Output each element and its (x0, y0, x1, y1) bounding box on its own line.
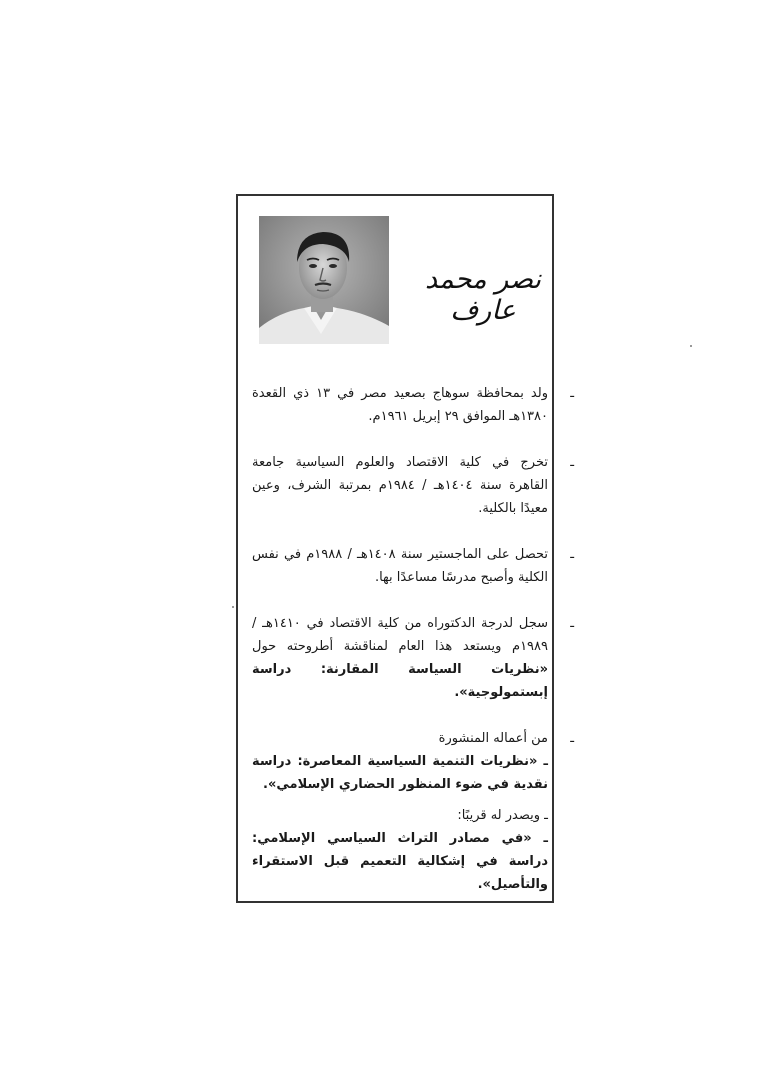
bullet-dash: ـ (570, 386, 574, 401)
scan-speck (690, 345, 692, 347)
bio-entry-text: ولد بمحافظة سوهاج بصعيد مصر في ١٣ ذي القعدة ١٣٨٠هـ الموافق ٢٩ إبريل ١٩٦١م. (252, 386, 548, 424)
scan-speck (232, 606, 234, 608)
portrait-image (259, 216, 389, 344)
bullet-dash: ـ (570, 616, 574, 631)
bio-entry-masters (252, 543, 574, 589)
works-heading: من أعماله المنشورة (438, 731, 548, 746)
bullet-dash: ـ (570, 547, 574, 562)
bio-entry-graduation (252, 451, 574, 520)
bio-list (252, 382, 574, 896)
portrait-photo (259, 216, 389, 344)
bullet-dash: ـ (570, 731, 574, 746)
bullet-dash: ـ (570, 455, 574, 470)
bio-entry-text: تحصل على الماجستير سنة ١٤٠٨هـ / ١٩٨٨م في نفس الكلية وأصبح مدرسًا مساعدًا بها. (252, 547, 548, 585)
thesis-title: «نظريات السياسة المقارنة: دراسة إبستمولوجية». (252, 662, 548, 700)
bio-entry-birth (252, 382, 574, 428)
bio-card (236, 194, 574, 903)
forthcoming-label: ـ ويصدر له قريبًا: (457, 808, 548, 823)
bio-entry-works (252, 727, 574, 896)
signature-name: نصر محمد عارف (424, 264, 542, 326)
published-work: ـ «نظريات التنمية السياسية المعاصرة: دراسة نقدية في ضوء المنظور الحضاري الإسلامي». (252, 754, 548, 792)
bio-entry-text: تخرج في كلية الاقتصاد والعلوم السياسية جامعة القاهرة سنة ١٤٠٤هـ / ١٩٨٤م بمرتبة الشرف، وعين معيدًا بالكلية. (252, 455, 549, 516)
bio-entry-doctorate (252, 612, 574, 704)
bio-entry-text: سجل لدرجة الدكتوراه من كلية الاقتصاد في ١٤١٠هـ / ١٩٨٩م ويستعد هذا العام لمناقشة أطروحته حول (252, 616, 549, 654)
forthcoming-work: ـ «في مصادر التراث السياسي الإسلامي: دراسة في إشكالية التعميم قبل الاستقراء والتأصيل». (252, 831, 548, 892)
